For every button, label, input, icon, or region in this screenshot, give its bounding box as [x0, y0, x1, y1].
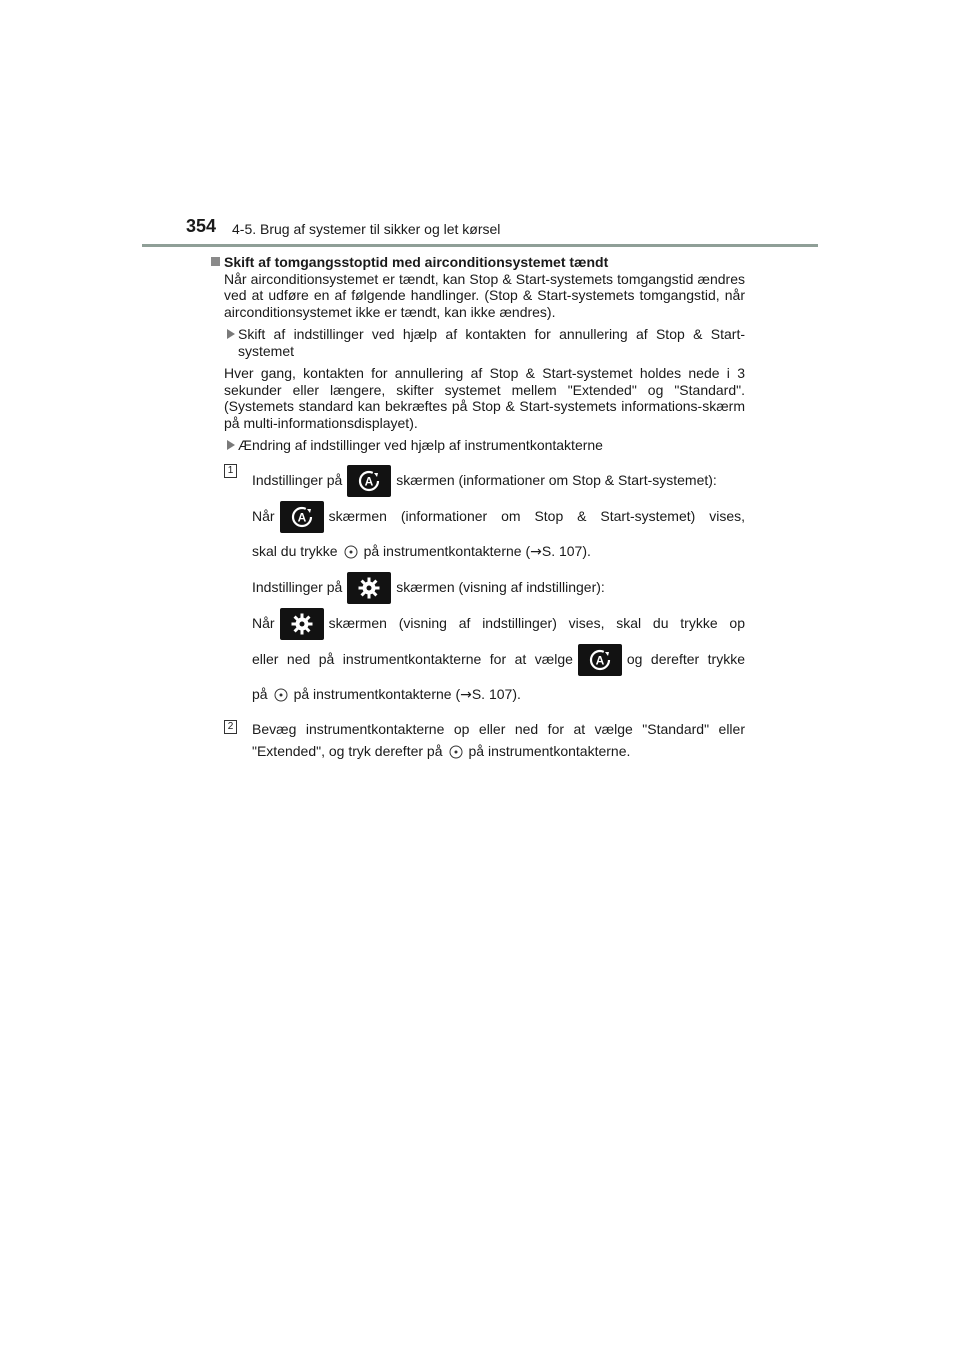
intro-paragraph: Når airconditionsystemet er tændt, kan Stop & Start-systemets tomgangstid ændres ved at udføre en af følgende handlinger. (Stop & Start-systemets tomgangstid, når airconditionsystemet ikke er tændt, kan ikke ændres).: [224, 270, 745, 320]
step-line: Indstillinger på A skærmen (informationer om Stop & Start-systemet):: [252, 462, 745, 498]
bullet-text: Skift af indstillinger ved hjælp af kontakten for annullering af Stop & Start-systemet: [238, 326, 745, 359]
triangle-bullet-icon: [227, 440, 235, 450]
bullet-text: Ændring af indstillinger ved hjælp af instrumentkontakterne: [238, 437, 603, 453]
triangle-bullet-icon: [227, 329, 235, 339]
settings-gear-icon: [347, 572, 391, 604]
step-1: [224, 462, 745, 712]
square-bullet-icon: [211, 257, 220, 266]
toggle-paragraph: Hver gang, kontakten for annullering af Stop & Start-systemet holdes nede i 3 sekunder eller længere, skifter systemet mellem "Extended" og "Standard". (Systemets standard kan bekræftes på Stop & Start-systemets informations-skærm på multi-informationsdisplayet).: [224, 365, 745, 431]
step-line: skal du trykke på instrumentkontakterne (→S. 107).: [252, 542, 591, 560]
ok-button-icon: [274, 688, 288, 702]
stop-start-info-icon: [578, 644, 622, 676]
step-number-badge: 2: [224, 720, 237, 734]
step-line: Indstillinger på skærmen (visning af indstillinger):: [252, 569, 745, 605]
ok-button-icon: [344, 545, 358, 559]
step-number-badge: 1: [224, 464, 237, 478]
step-line: Når skærmen (visning af indstillinger) vises, skal du trykke op: [252, 605, 745, 641]
step-line: Når A skærmen (informationer om Stop & Start-systemet) vises,: [252, 498, 745, 534]
step-2: [224, 718, 745, 762]
step-line: eller ned på instrumentkontakterne for at vælge A og derefter trykke: [252, 641, 745, 677]
header-rule: [142, 244, 818, 247]
svg-text:A: A: [297, 510, 306, 525]
settings-gear-icon: [280, 608, 324, 640]
page-number: 354: [186, 216, 217, 236]
ok-button-icon: [449, 745, 463, 759]
bullet-meter-switches: [224, 437, 745, 454]
page-content: [208, 254, 745, 762]
step-line: på på instrumentkontakterne (→S. 107).: [252, 685, 521, 703]
section-heading: [208, 254, 745, 271]
page-header-title: 4-5. Brug af systemer til sikker og let kørsel: [232, 221, 501, 237]
step-line: "Extended", og tryk derefter på på instrumentkontakterne.: [252, 742, 631, 759]
step-line: Bevæg instrumentkontakterne op eller ned for at vælge "Standard" eller: [252, 720, 745, 737]
bullet-cancel-switch: [224, 326, 745, 359]
stop-start-info-icon: [347, 465, 391, 497]
svg-text:A: A: [364, 474, 374, 489]
stop-start-info-icon: [280, 501, 324, 533]
section-title-text: Skift af tomgangsstoptid med airconditionsystemet tændt: [224, 254, 609, 270]
svg-text:A: A: [595, 653, 605, 668]
